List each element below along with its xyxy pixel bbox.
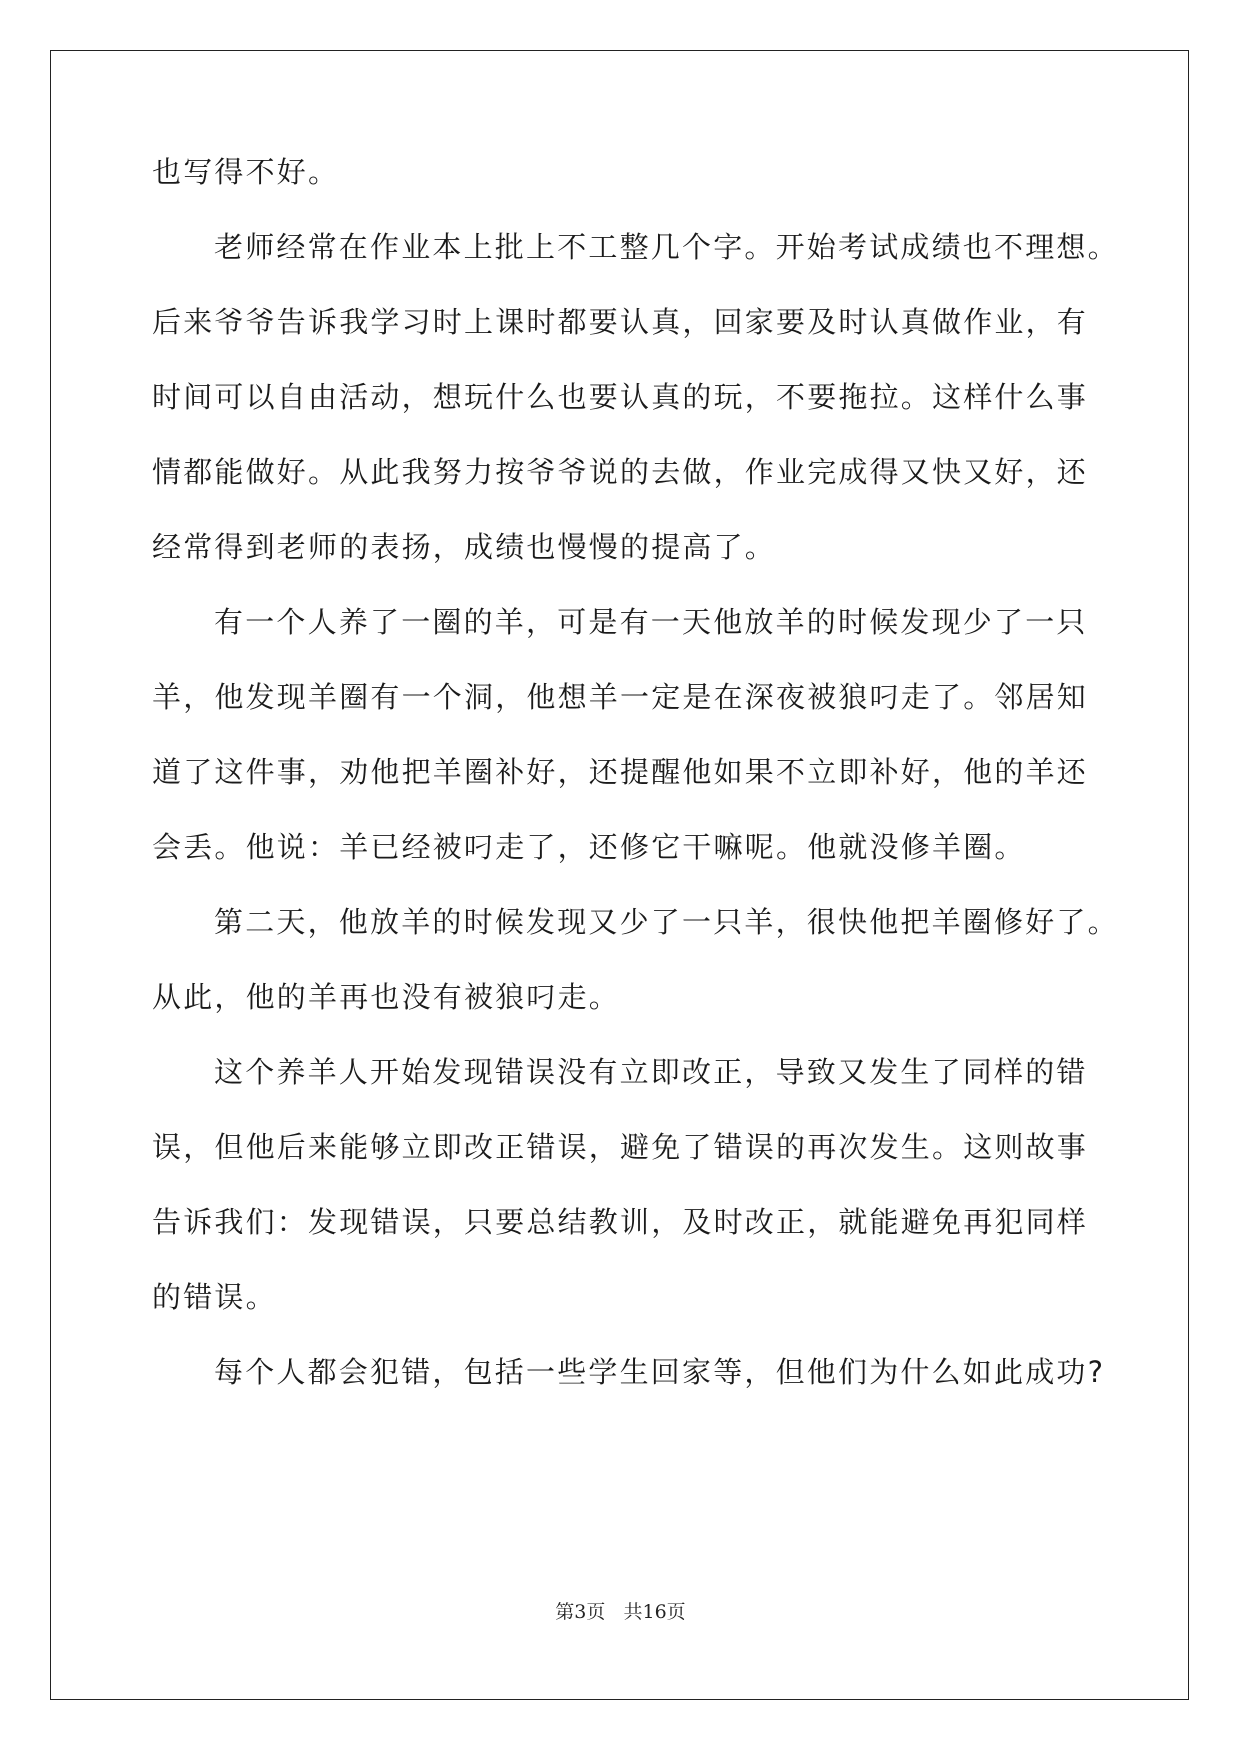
text-line: 的错误。 (152, 1280, 277, 1314)
text-line: 会丢。他说：羊已经被叼走了，还修它干嘛呢。他就没修羊圈。 (152, 830, 1026, 864)
paragraph-start-line: 老师经常在作业本上批上不工整几个字。开始考试成绩也不理想。 (214, 230, 1119, 264)
text-line: 情都能做好。从此我努力按爷爷说的去做，作业完成得又快又好，还 (152, 455, 1089, 489)
text-line: 经常得到老师的表扬，成绩也慢慢的提高了。 (152, 530, 777, 564)
text-line: 告诉我们：发现错误，只要总结教训，及时改正，就能避免再犯同样 (152, 1205, 1089, 1239)
text-line: 误，但他后来能够立即改正错误，避免了错误的再次发生。这则故事 (152, 1130, 1089, 1164)
text-line: 从此，他的羊再也没有被狼叼走。 (152, 980, 621, 1014)
paragraph-start-line: 第二天，他放羊的时候发现又少了一只羊，很快他把羊圈修好了。 (214, 905, 1119, 939)
text-line: 后来爷爷告诉我学习时上课时都要认真，回家要及时认真做作业，有 (152, 305, 1089, 339)
page-number-footer: 第3页 共16页 (555, 1601, 686, 1623)
paragraph-start-line: 有一个人养了一圈的羊，可是有一天他放羊的时候发现少了一只 (214, 605, 1088, 639)
text-line: 羊，他发现羊圈有一个洞，他想羊一定是在深夜被狼叼走了。邻居知 (152, 680, 1089, 714)
paragraph-start-line: 这个养羊人开始发现错误没有立即改正，导致又发生了同样的错 (214, 1055, 1088, 1089)
text-line: 时间可以自由活动，想玩什么也要认真的玩，不要拖拉。这样什么事 (152, 380, 1089, 414)
paragraph-start-line: 每个人都会犯错，包括一些学生回家等，但他们为什么如此成功? (214, 1355, 1106, 1389)
page-border (50, 50, 1189, 1700)
text-line: 也写得不好。 (152, 155, 340, 189)
text-line: 道了这件事，劝他把羊圈补好，还提醒他如果不立即补好，他的羊还 (152, 755, 1089, 789)
